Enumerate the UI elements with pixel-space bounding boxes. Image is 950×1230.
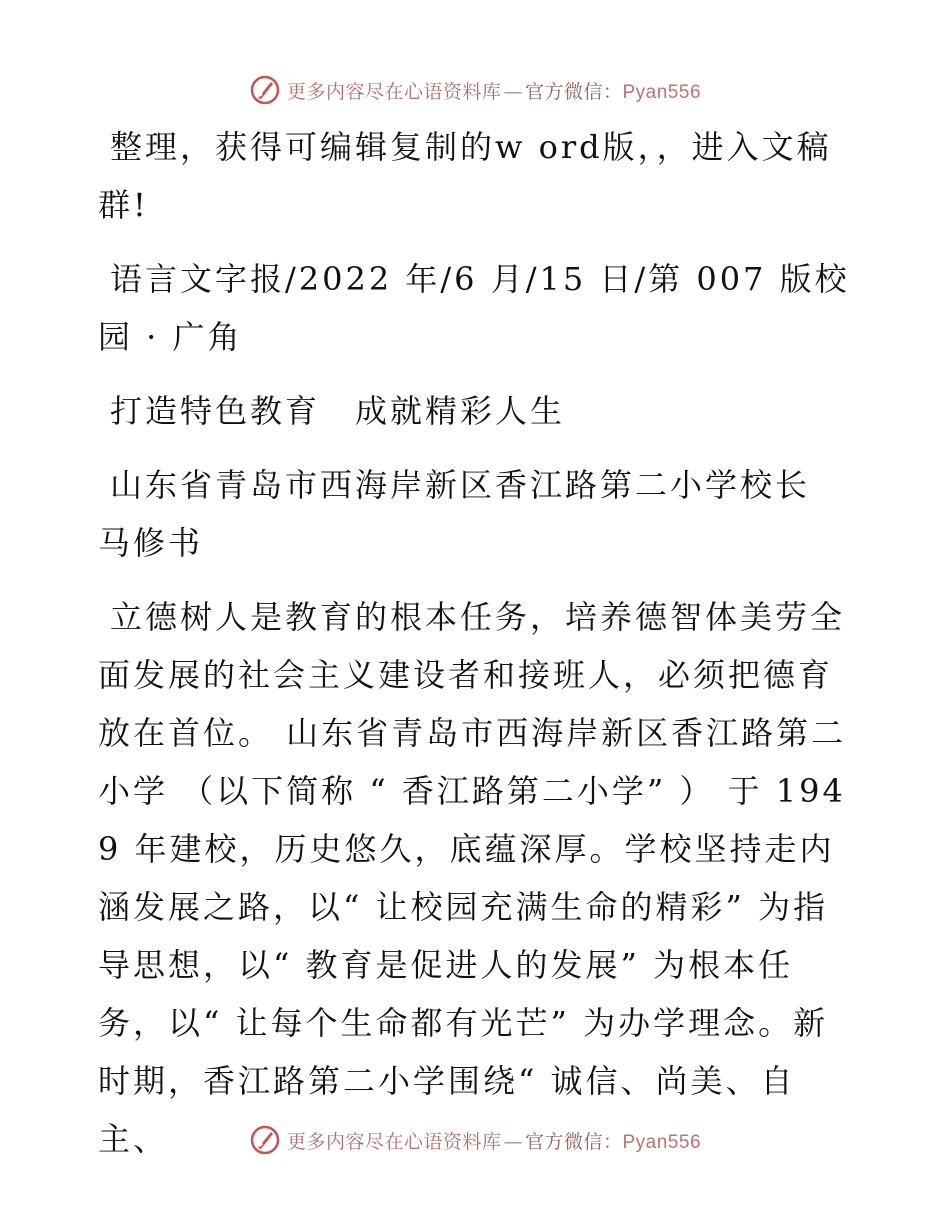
watermark-id: Pyan556 <box>622 81 702 103</box>
document-body <box>98 118 916 1168</box>
watermark-sub: 官方微信： <box>524 1130 623 1153</box>
watermark-separator: — <box>503 80 523 103</box>
article-title: 打造特色教育 成就精彩人生 <box>110 392 566 430</box>
spacer <box>98 572 858 588</box>
spacer <box>98 366 858 382</box>
spacer <box>98 234 858 250</box>
watermark-main: 更多内容尽在心语资料库 <box>286 1130 502 1153</box>
spacer <box>98 440 858 456</box>
author-line: 山东省青岛市西海岸新区香江路第二小学校长 马修书 <box>98 466 916 562</box>
watermark-id: Pyan556 <box>622 1131 702 1153</box>
watermark-sub: 官方微信： <box>524 80 623 103</box>
quill-logo-icon <box>249 74 281 106</box>
watermark-text <box>287 1127 701 1154</box>
watermark-separator: — <box>503 1130 523 1153</box>
watermark-main: 更多内容尽在心语资料库 <box>286 80 502 103</box>
header-watermark <box>0 70 950 110</box>
body-paragraph: 立德树人是教育的根本任务，培养德智体美劳全面发展的社会主义建设者和接班人，必须把德育放在首位。 山东省青岛市西海岸新区香江路第二小学 （以下简称 “ 香江路第二小学” ） 于 1949 年建校，历史悠久，底蕴深厚。学校坚持走内涵发展之路，以“ 让校园充满生命的精彩” 为指导思想，以“ 教育是促进人的发展” 为根本任务，以“ 让每个生命都有光芒” 为办学理念。新时期，香江路第二小学围绕“ 诚信、尚美、自主、 <box>98 598 847 1158</box>
footer-watermark <box>0 1120 950 1160</box>
watermark-text <box>287 77 701 104</box>
intro-paragraph: 整理，获得可编辑复制的w ord版，，进入文稿群! <box>98 128 832 224</box>
source-line: 语言文字报/2022 年/6 月/15 日/第 007 版校园 · 广角 <box>98 260 850 356</box>
quill-logo-icon <box>249 1124 281 1156</box>
